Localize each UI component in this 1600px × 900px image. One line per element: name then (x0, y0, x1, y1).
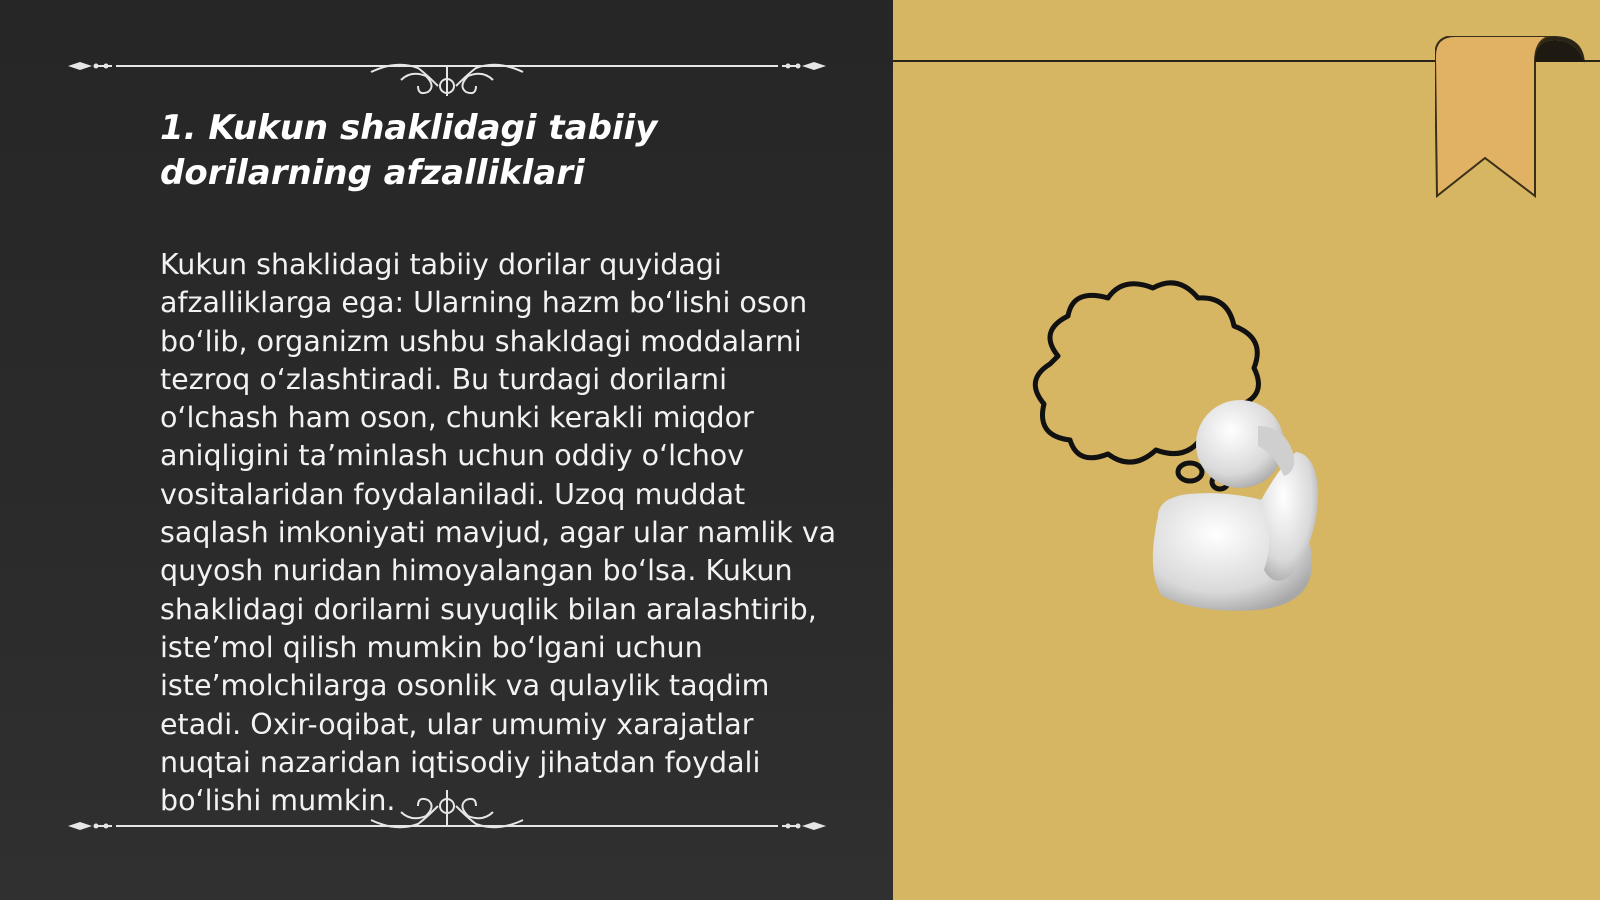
thinking-person-icon (1028, 276, 1348, 616)
slide-body-text: Kukun shaklidagi tabiiy dorilar quyidagi afzalliklarga ega: Ularning hazm bo‘lishi oson bo‘lib, organizm ushbu shakldagi moddalarni tezroq o‘zlashtiradi. Bu turdagi dorilarni o‘lchash ham oson, chunki kerakli miqdor aniqligini ta’minlash uchun oddiy o‘lchov vositalaridan foydalaniladi. Uzoq muddat saqlash imkoniyati mavjud, agar ular namlik va quyosh nuridan himoyalangan bo‘lsa. Kukun shaklidagi dorilarni suyuqlik bilan aralashtirib, iste’mol qilish mumkin bo‘lgani uchun iste’molchilarga osonlik va qulaylik taqdim etadi. Oxir-oqibat, ular umumiy xarajatlar nuqtai nazaridan iqtisodiy jihatdan foydali bo‘lishi mumkin. (160, 248, 837, 818)
ornament-divider-top (66, 46, 828, 96)
slide-title: 1. Kukun shaklidagi tabiiy dorilarning afzalliklari (160, 108, 658, 193)
ornament-divider-bottom (66, 790, 828, 840)
person-figure (1153, 400, 1318, 611)
bookmark-icon (1435, 36, 1585, 198)
